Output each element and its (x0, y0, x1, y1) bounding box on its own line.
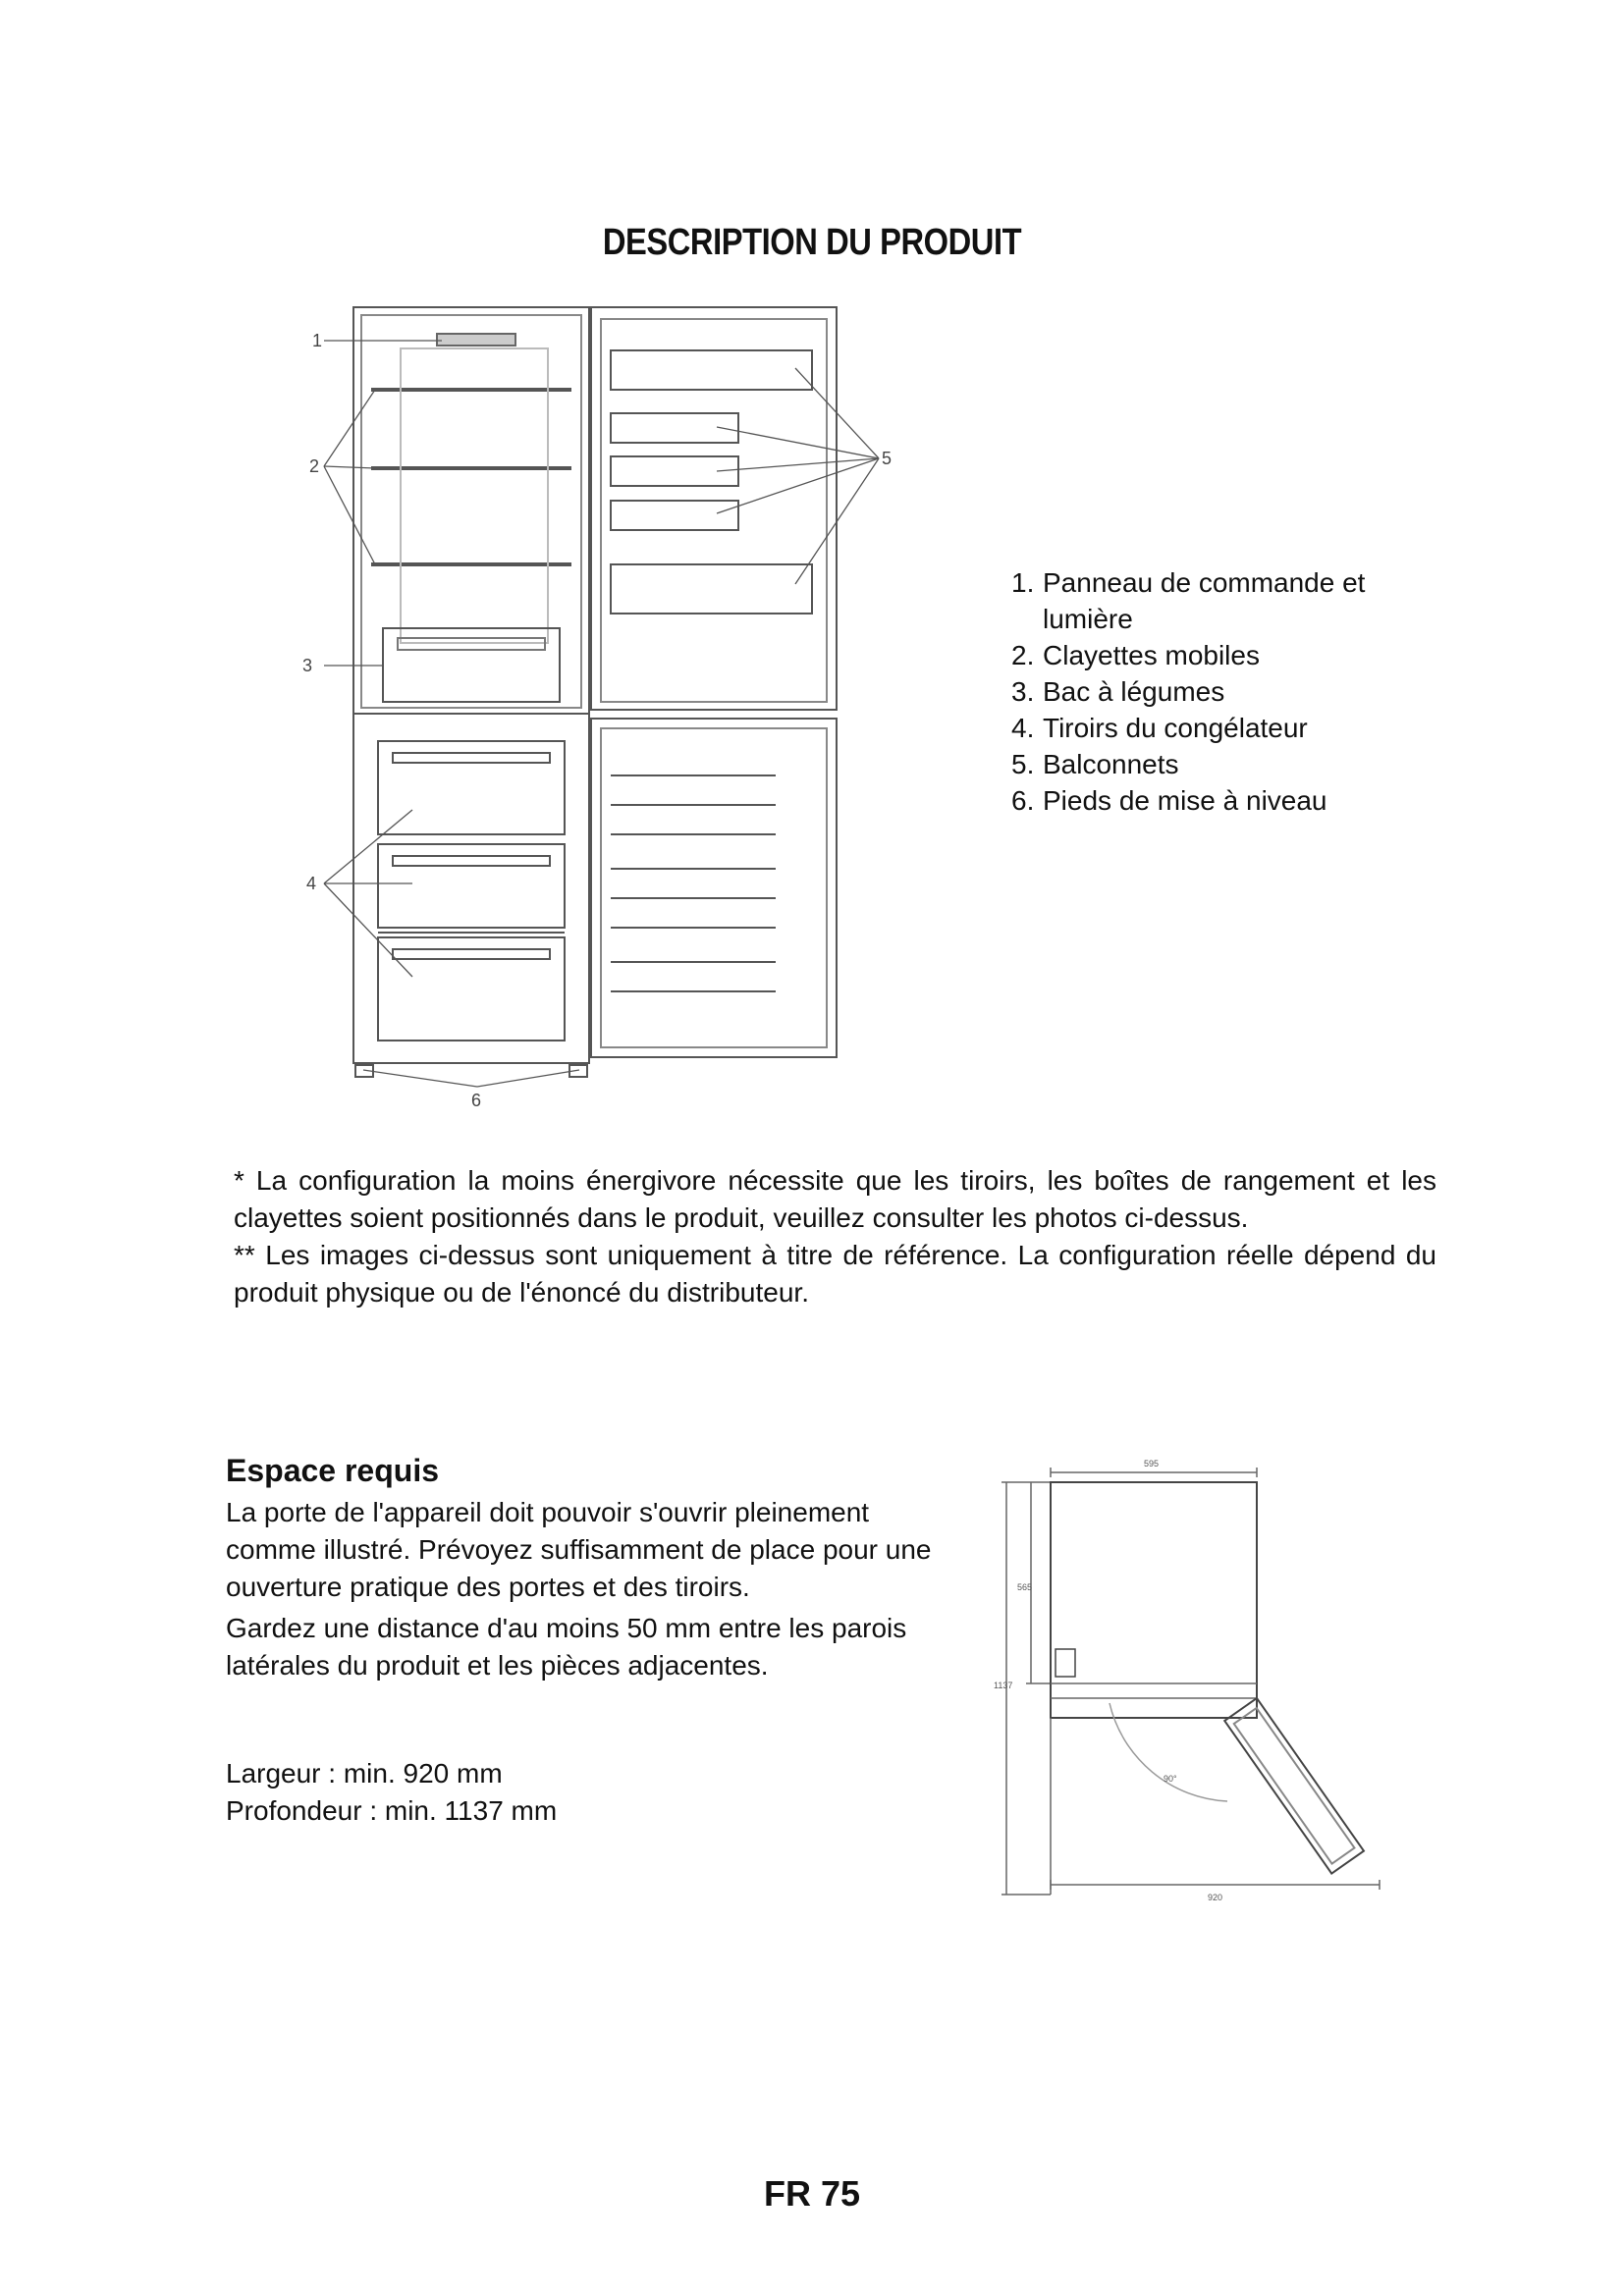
legend-item: 2. Clayettes mobiles (1011, 640, 1260, 670)
dim-top: 595 (1144, 1459, 1160, 1468)
door-clearance-plan (992, 1443, 1404, 1914)
callout-5: 5 (882, 449, 893, 468)
callout-1: 1 (312, 331, 323, 350)
dimensions (226, 1755, 557, 1830)
note-reference: ** Les images ci-dessus sont uniquement à titre de référence. La configuration réelle dépend du produit physique ou de l'énoncé du distributeur. (234, 1240, 1436, 1308)
callout-3: 3 (302, 656, 313, 675)
note-energy: * La configuration la moins énergivore nécessite que les tiroirs, les boîtes de rangement et les clayettes soient positionnés dans le produit, veuillez consulter les photos ci-dessus. (234, 1165, 1436, 1233)
dim-side-inner: 565 (1017, 1582, 1033, 1592)
callout-6: 6 (471, 1091, 482, 1110)
legend-item: 5. Balconnets (1011, 749, 1179, 779)
freezer-drawer-1 (378, 741, 565, 834)
dim-bottom: 920 (1208, 1893, 1223, 1902)
parts-legend (1011, 564, 1404, 819)
dim-angle: 90° (1164, 1774, 1177, 1784)
space-paragraph-2: Gardez une distance d'au moins 50 mm entre les parois latérales du produit et les pièces adjacentes. (226, 1613, 907, 1681)
page-number: FR 75 (763, 2173, 861, 2214)
freezer-drawer-3 (378, 937, 565, 1041)
space-paragraph-1: La porte de l'appareil doit pouvoir s'ouvrir pleinement comme illustré. Prévoyez suffisamment de place pour une ouverture pratique des portes et des tiroirs. (226, 1497, 932, 1602)
space-body (226, 1494, 933, 1688)
control-panel (437, 334, 515, 346)
space-heading: Espace requis (226, 1453, 439, 1488)
legend-item: 1. Panneau de commande et lumière (1011, 567, 1366, 634)
min-depth: Profondeur : min. 1137 mm (226, 1795, 558, 1826)
dim-side-outer: 1137 (994, 1681, 1013, 1690)
appliance-outline (1051, 1482, 1257, 1718)
freezer-door (591, 719, 837, 1057)
door-balcony-4 (611, 501, 738, 530)
fridge-diagram (285, 290, 893, 1110)
legend-item: 3. Bac à légumes (1011, 676, 1225, 707)
door-balcony-5 (611, 564, 812, 614)
crisper-drawer (383, 628, 560, 702)
callout-4: 4 (306, 874, 317, 893)
open-door (1224, 1698, 1364, 1874)
min-width: Largeur : min. 920 mm (226, 1758, 503, 1789)
legend-item: 6. Pieds de mise à niveau (1011, 785, 1327, 816)
legend-item: 4. Tiroirs du congélateur (1011, 713, 1308, 743)
door-balcony-1 (611, 350, 812, 390)
page-title: DESCRIPTION DU PRODUIT (602, 222, 1022, 263)
callout-2: 2 (309, 456, 320, 476)
fridge-door (591, 307, 837, 710)
notes (234, 1162, 1436, 1311)
